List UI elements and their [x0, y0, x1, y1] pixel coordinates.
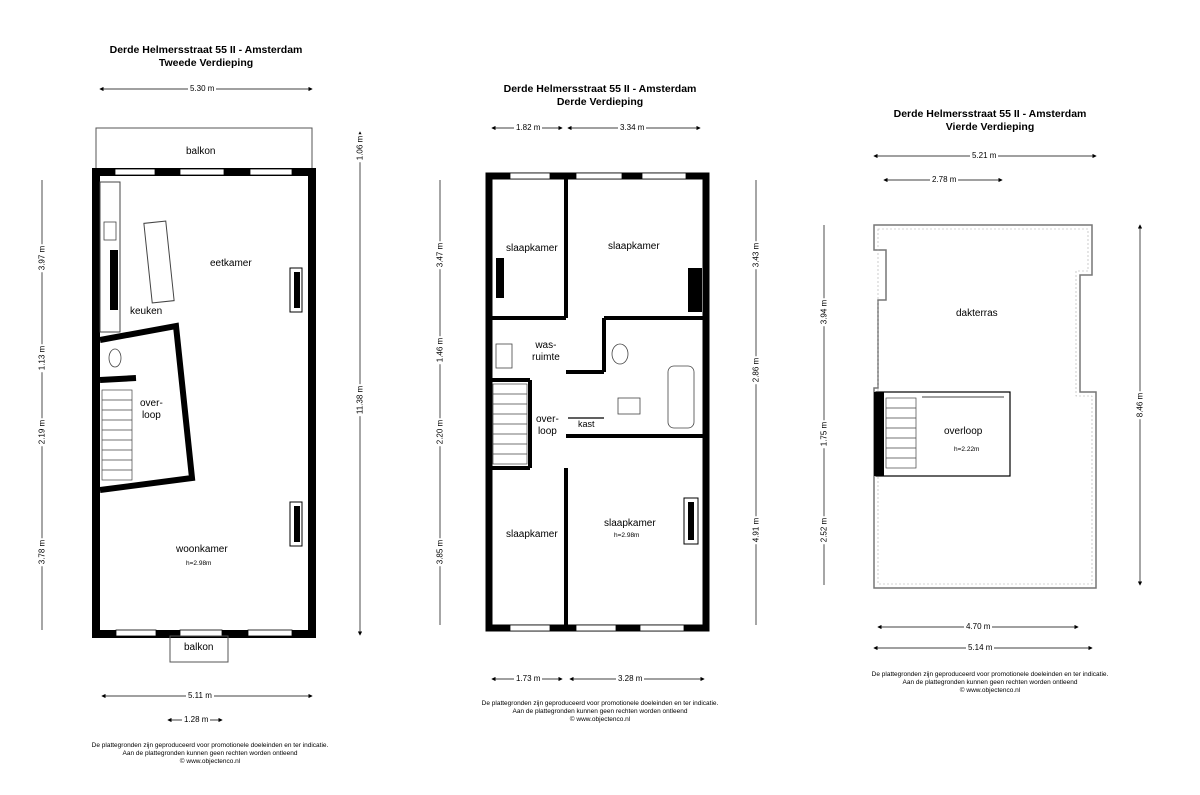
plan3-dim-bottom-total: 5.14 m	[968, 643, 993, 652]
plan2-dim-right-2: 4.91 m	[751, 517, 761, 543]
plan-tweede-verdieping	[42, 89, 360, 720]
room-balkon-bottom: balkon	[184, 642, 214, 653]
plan1-dim-left-0: 3.97 m	[37, 245, 47, 271]
plan2-address: Derde Helmersstraat 55 II - Amsterdam	[503, 83, 697, 95]
plan2-dim-left-1: 1.46 m	[435, 337, 445, 363]
plan1-dim-bottom-small: 1.28 m	[184, 715, 209, 724]
room-woonkamer: woonkamer	[176, 544, 228, 555]
overloop-box	[876, 392, 1010, 476]
plan1-dim-right: 11.38 m	[355, 385, 365, 415]
plan1-dim-right-top: 1.06 m	[355, 135, 365, 161]
plan1-dim-left-3: 3.78 m	[37, 539, 47, 565]
plan3-floor: Vierde Verdieping	[945, 121, 1035, 133]
plan2-dim-left-0: 3.47 m	[435, 242, 445, 268]
room-keuken: keuken	[130, 306, 163, 317]
plan3-dim-top: 5.21 m	[972, 151, 997, 160]
plan1-title	[100, 44, 312, 70]
room-overloop-2: over- loop	[536, 414, 559, 437]
room-overloop: over- loop	[140, 398, 163, 421]
plan1-dim-top: 5.30 m	[190, 84, 215, 93]
plan3-disclaimer: De plattegronden zijn geproduceerd voor promotionele doeleinden en ter indicatie. Aan de plattegronden kunnen geen rechten worden ontleend © www.objectenco.nl	[871, 671, 1109, 694]
plan1-dim-left-1: 1.13 m	[37, 345, 47, 371]
plan2-dim-top-1: 3.34 m	[620, 123, 645, 132]
room-kast: kast	[578, 419, 595, 429]
room-balkon-top: balkon	[186, 146, 216, 157]
room-slaapkamer-tl: slaapkamer	[506, 243, 558, 254]
plan2-dim-left-3: 3.85 m	[435, 539, 445, 565]
room-wasruimte: was- ruimte	[532, 340, 560, 363]
plan1-address: Derde Helmersstraat 55 II - Amsterdam	[109, 44, 303, 56]
room-slaapkamer-tr: slaapkamer	[608, 241, 660, 252]
plan2-dim-left-2: 2.20 m	[435, 419, 445, 445]
plan2-dim-right-0: 3.43 m	[751, 242, 761, 268]
room-overloop-3: overloop	[944, 426, 983, 437]
plan1-dim-left-2: 2.19 m	[37, 419, 47, 445]
room-eetkamer: eetkamer	[210, 258, 252, 269]
plan2-disclaimer: De plattegronden zijn geproduceerd voor promotionele doeleinden en ter indicatie. Aan de plattegronden kunnen geen rechten worden ontleend © www.objectenco.nl	[481, 700, 719, 723]
room-slaapkamer-br-height: h=2.98m	[614, 532, 640, 539]
plan-vierde-verdieping	[824, 156, 1140, 648]
plan3-dim-top-small: 2.78 m	[932, 175, 957, 184]
plan2-title	[494, 83, 706, 109]
plan3-dim-right: 8.46 m	[1135, 392, 1145, 418]
plan1-floor: Tweede Verdieping	[158, 57, 254, 69]
plan2-dim-right-1: 2.86 m	[751, 357, 761, 383]
plan-derde-verdieping	[440, 128, 756, 679]
kitchen-island	[144, 221, 174, 303]
plan3-dim-left-0: 3.94 m	[819, 299, 829, 325]
plan2-dim-bottom-1: 3.28 m	[618, 674, 643, 683]
plan2-dim-top-0: 1.82 m	[516, 123, 541, 132]
plan1-disclaimer: De plattegronden zijn geproduceerd voor promotionele doeleinden en ter indicatie. Aan de plattegronden kunnen geen rechten worden ontleend © www.objectenco.nl	[91, 742, 329, 765]
room-dakterras: dakterras	[956, 308, 998, 319]
plan1-dim-bottom: 5.11 m	[188, 691, 212, 700]
plan3-dim-left-1: 1.75 m	[819, 421, 829, 447]
plan3-dim-left-2: 2.52 m	[819, 517, 829, 543]
room-slaapkamer-br: slaapkamer	[604, 518, 656, 529]
room-woonkamer-height: h=2.98m	[186, 560, 212, 567]
room-slaapkamer-bl: slaapkamer	[506, 529, 558, 540]
plan3-address: Derde Helmersstraat 55 II - Amsterdam	[893, 108, 1087, 120]
plan2-dim-bottom-0: 1.73 m	[516, 674, 541, 683]
room-overloop-3-height: h=2.22m	[954, 446, 980, 453]
plan3-title	[884, 108, 1096, 134]
plan2-floor: Derde Verdieping	[556, 96, 644, 108]
plan3-dim-bottom: 4.70 m	[966, 622, 991, 631]
